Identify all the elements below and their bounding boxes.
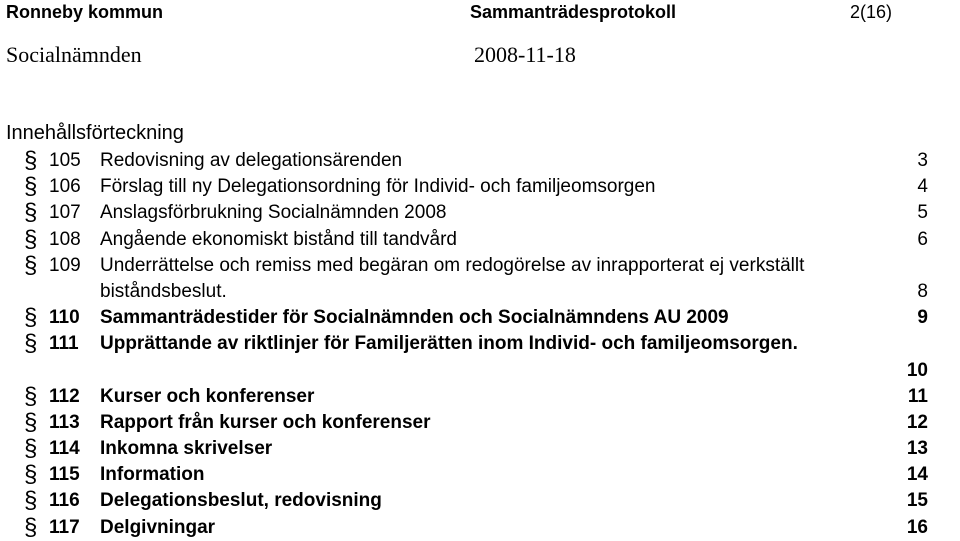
toc-entry-title: Redovisning av delegationsärenden: [100, 150, 403, 171]
toc-entry-page: 6: [917, 228, 928, 250]
toc-entry-number: 116: [49, 490, 80, 512]
toc-entry-title: Anslagsförbrukning Socialnämnden 2008: [100, 202, 447, 224]
toc-entry-number: 106: [49, 176, 81, 198]
toc-entry[interactable]: [0, 436, 960, 462]
toc-entry-page: 13: [906, 438, 928, 460]
section-icon: §: [24, 408, 38, 436]
toc-entry[interactable]: [0, 148, 960, 174]
toc-entry-title: Delegationsbeslut, redovisning: [100, 490, 382, 512]
toc-entry-title: Sammanträdestider för Socialnämnden och Socialnämndens AU 2009: [100, 307, 729, 329]
toc-entry[interactable]: [0, 462, 960, 488]
toc-entry-page: 5: [917, 202, 928, 224]
toc-entry[interactable]: [0, 305, 960, 331]
toc-entry-page: 11: [907, 385, 928, 407]
section-icon: §: [24, 435, 38, 463]
toc-entry-number: 111: [49, 333, 79, 355]
section-icon: §: [24, 225, 38, 253]
page-number: 2(16): [850, 2, 893, 22]
toc-entry[interactable]: [0, 384, 960, 410]
toc-entry-page: 4: [917, 176, 928, 198]
section-icon: §: [24, 487, 38, 515]
toc-entry[interactable]: [0, 253, 960, 305]
toc-entry-title: Inkomna skrivelser: [100, 438, 273, 460]
toc-entry[interactable]: [0, 200, 960, 226]
toc-entry-page: 3: [917, 149, 928, 171]
section-icon: §: [24, 304, 38, 332]
section-icon: §: [24, 461, 38, 489]
toc-entry-title: Förslag till ny Delegationsordning för Individ- och familjeomsorgen: [100, 176, 656, 198]
toc-entry-page: 14: [906, 464, 928, 486]
toc-entry-page: 10: [906, 359, 928, 381]
toc-entry[interactable]: [0, 227, 960, 253]
section-icon: §: [24, 147, 38, 174]
committee-name: Socialnämnden: [6, 42, 142, 67]
toc-entry-number: 117: [49, 516, 80, 538]
toc-entry[interactable]: [0, 331, 960, 383]
toc-entry-number: 115: [49, 464, 80, 486]
toc-entry-page: 9: [917, 307, 928, 329]
toc-entry-page: 15: [906, 490, 928, 512]
toc-entry-page: 16: [906, 516, 928, 538]
toc-entry[interactable]: [0, 488, 960, 514]
toc-entry-number: 109: [49, 254, 81, 276]
toc-entry-page: 8: [917, 280, 928, 302]
section-icon: §: [24, 251, 38, 279]
document-type: Sammanträdesprotokoll: [470, 2, 677, 22]
toc-entry-title: Information: [100, 464, 205, 486]
toc-title: Innehållsförteckning: [6, 122, 184, 144]
section-icon: §: [24, 513, 38, 541]
toc-entry-page: 12: [906, 411, 928, 433]
section-icon: §: [24, 199, 38, 227]
toc-entry-title: Upprättande av riktlinjer för Familjerätten inom Individ- och familjeomsorgen.: [100, 333, 798, 355]
toc-entry[interactable]: [0, 515, 960, 541]
toc-entry-number: 108: [49, 228, 81, 250]
section-icon: §: [24, 382, 38, 410]
toc-entry-title: Underrättelse och remiss med begäran om redogörelse av inrapporterat ej verkställt biståndsbeslut.: [100, 254, 805, 302]
toc-entry-number: 105: [49, 150, 81, 171]
table-of-contents: [0, 148, 960, 541]
section-icon: §: [24, 330, 38, 358]
toc-entry-number: 114: [49, 438, 80, 460]
organization-name: Ronneby kommun: [6, 2, 164, 22]
toc-entry-title: Delgivningar: [100, 516, 216, 538]
toc-entry-number: 113: [49, 411, 80, 433]
toc-entry[interactable]: [0, 174, 960, 200]
toc-entry-title: Angående ekonomiskt bistånd till tandvård: [100, 228, 458, 250]
toc-entry-number: 112: [49, 385, 80, 407]
toc-entry[interactable]: [0, 410, 960, 436]
section-icon: §: [24, 173, 38, 201]
toc-entry-number: 107: [49, 202, 81, 224]
toc-entry-title: Kurser och konferenser: [100, 385, 315, 407]
toc-entry-number: 110: [49, 307, 80, 329]
meeting-date: 2008-11-18: [474, 42, 576, 67]
toc-entry-title: Rapport från kurser och konferenser: [100, 411, 431, 433]
